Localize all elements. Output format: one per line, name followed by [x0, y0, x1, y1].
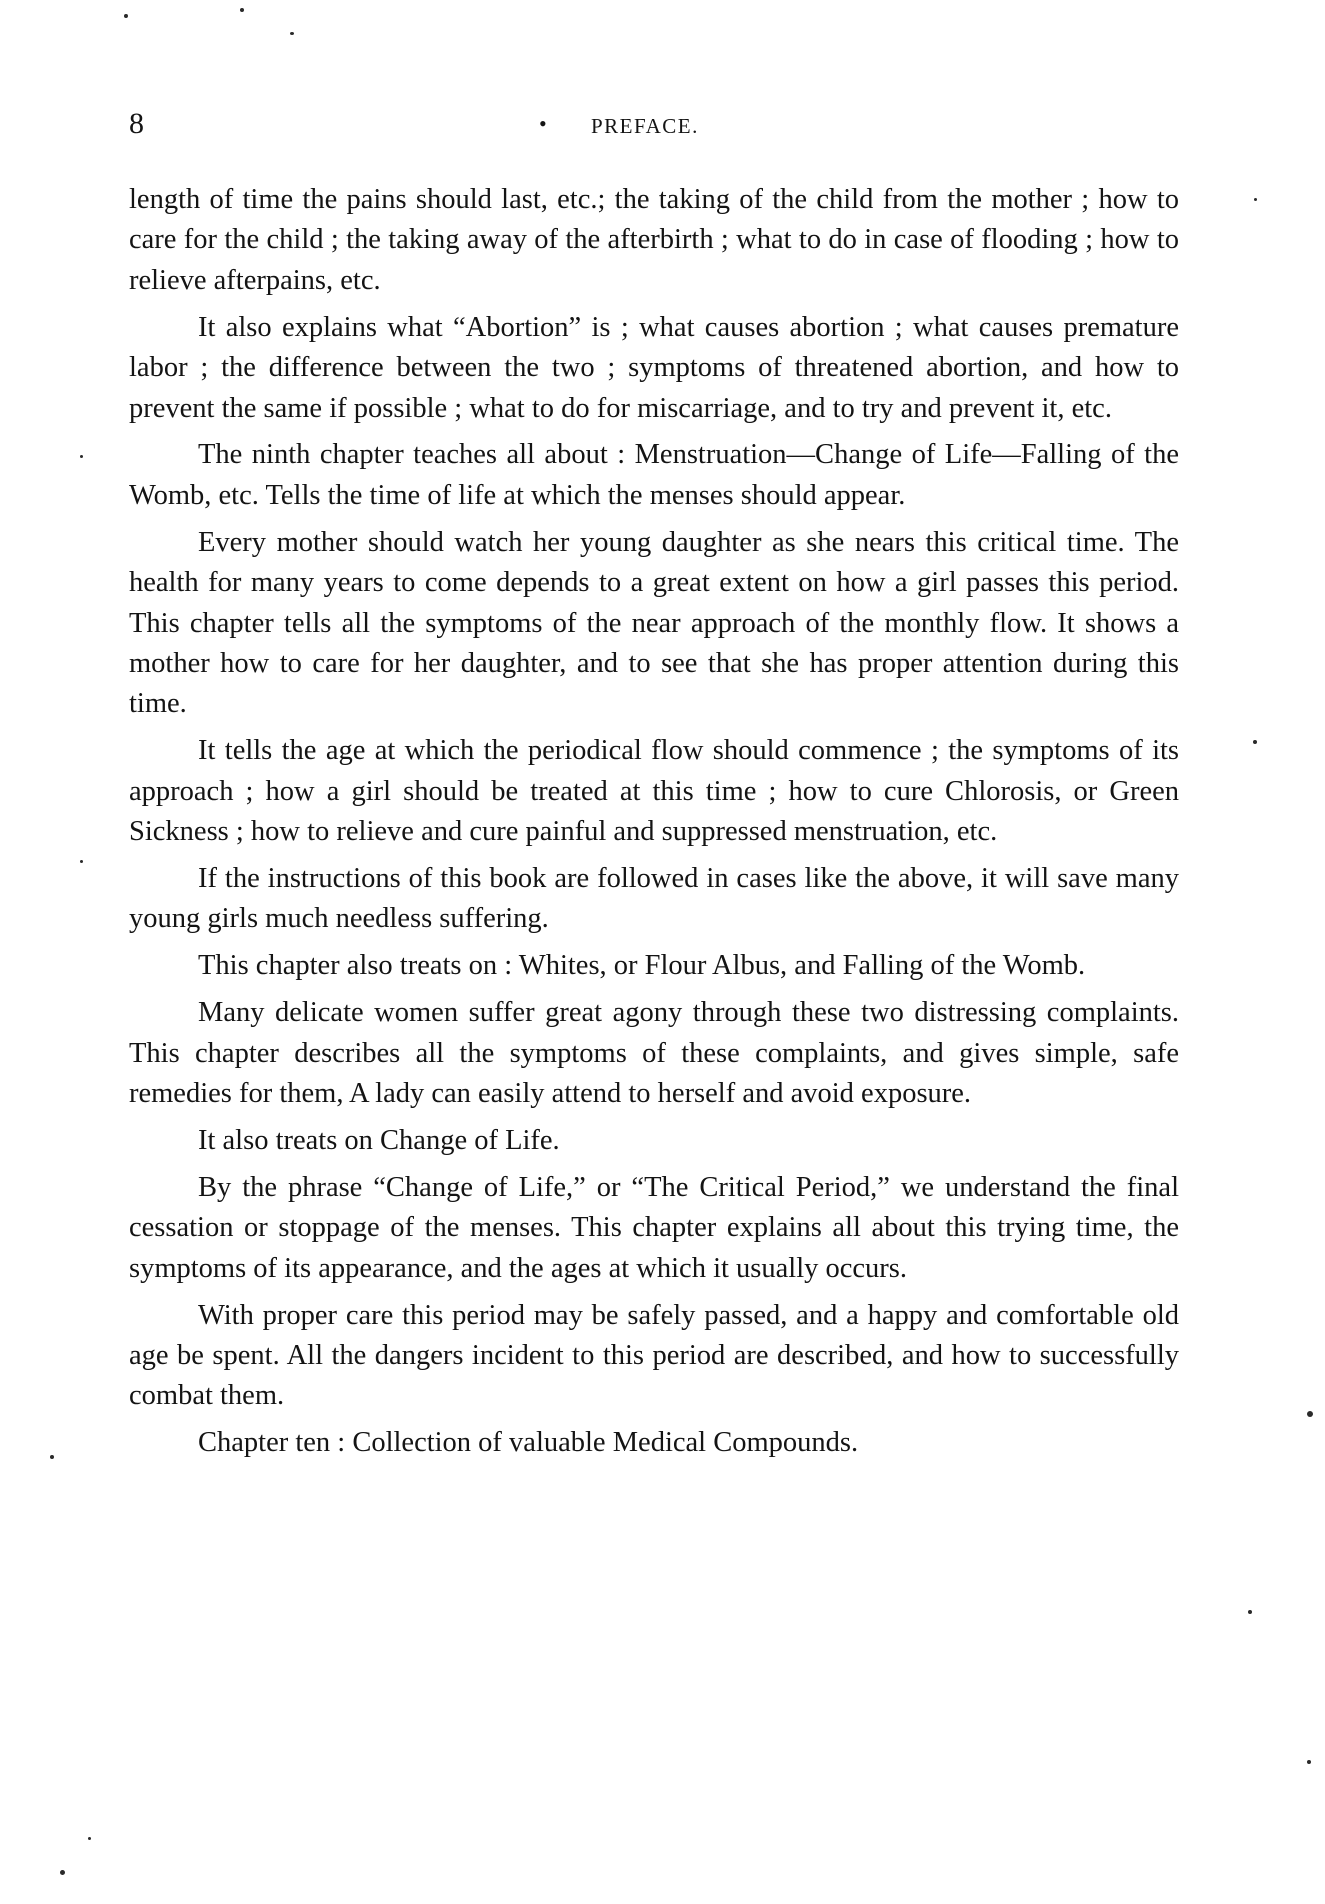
scan-speck — [240, 8, 244, 12]
scan-speck — [1307, 1760, 1311, 1764]
scan-speck — [1254, 198, 1257, 201]
scan-speck — [60, 1870, 65, 1875]
paragraph-7: This chapter also treats on : Whites, or Flour Albus, and Falling of the Womb. — [198, 950, 1086, 982]
paragraph-6: If the instructions of this book are followed in cases like the above, it will save many young girls much needless suffering. — [129, 863, 1179, 935]
scan-speck — [124, 14, 128, 18]
page-header — [129, 104, 1189, 144]
paragraph-8: Many delicate women suffer great agony through these two distressing complaints. This chapter describes all the symptoms of these complaints, and gives simple, safe remedies for them, A lady can easily attend to herself and avoid exposure. — [129, 997, 1179, 1110]
scan-speck — [80, 860, 83, 863]
scan-speck — [88, 1837, 91, 1840]
scan-speck — [1307, 1411, 1313, 1417]
paragraph-5: It tells the age at which the periodical flow should commence ; the symptoms of its approach ; how a girl should be treated at this time ; how to cure Chlorosis, or Green Sickness ; how to relieve and cure painful and suppressed menstruation, etc. — [129, 735, 1179, 848]
paragraph-2: It also explains what “Abortion” is ; what causes abortion ; what causes premature labor ; the difference between the two ; symptoms of threatened abortion, and how to prevent the same if possible ; what to do for miscarriage, and to try and prevent it, etc. — [129, 311, 1179, 424]
scan-speck — [1248, 1610, 1252, 1614]
paragraph-4: Every mother should watch her young daughter as she nears this critical time. The health for many years to come depends to a great extent on how a girl passes this period. This chapter tells all the symptoms of the near approach of the monthly flow. It shows a mother how to care for her daughter, and to see that she has proper attention during this time. — [129, 526, 1179, 720]
paragraph-10: By the phrase “Change of Life,” or “The Critical Period,” we understand the final cessation or stoppage of the menses. This chapter explains all about this trying time, the symptoms of its appearance, and the ages at which it usually occurs. — [129, 1171, 1179, 1284]
paragraph-1: length of time the pains should last, etc.; the taking of the child from the mother ; how to care for the child ; the taking away of the afterbirth ; what to do in case of flooding ; how to relieve afterpains, etc. — [129, 184, 1179, 296]
page-number: 8 — [129, 107, 144, 140]
running-head: PREFACE. — [591, 114, 699, 138]
paragraph-9: It also treats on Change of Life. — [198, 1124, 560, 1156]
scan-speck — [1253, 740, 1257, 744]
preface-body — [129, 180, 1179, 1470]
scan-speck — [290, 32, 294, 35]
paragraph-3: The ninth chapter teaches all about : Menstruation—Change of Life—Falling of the Womb, etc. Tells the time of life at which the menses should appear. — [129, 439, 1179, 511]
scan-speck — [80, 455, 83, 458]
header-bullet: • — [539, 111, 547, 136]
paragraph-12: Chapter ten : Collection of valuable Medical Compounds. — [198, 1427, 859, 1459]
scan-speck — [50, 1455, 54, 1459]
paragraph-11: With proper care this period may be safely passed, and a happy and comfortable old age be spent. All the dangers incident to this period are described, and how to successfully combat them. — [129, 1299, 1179, 1412]
